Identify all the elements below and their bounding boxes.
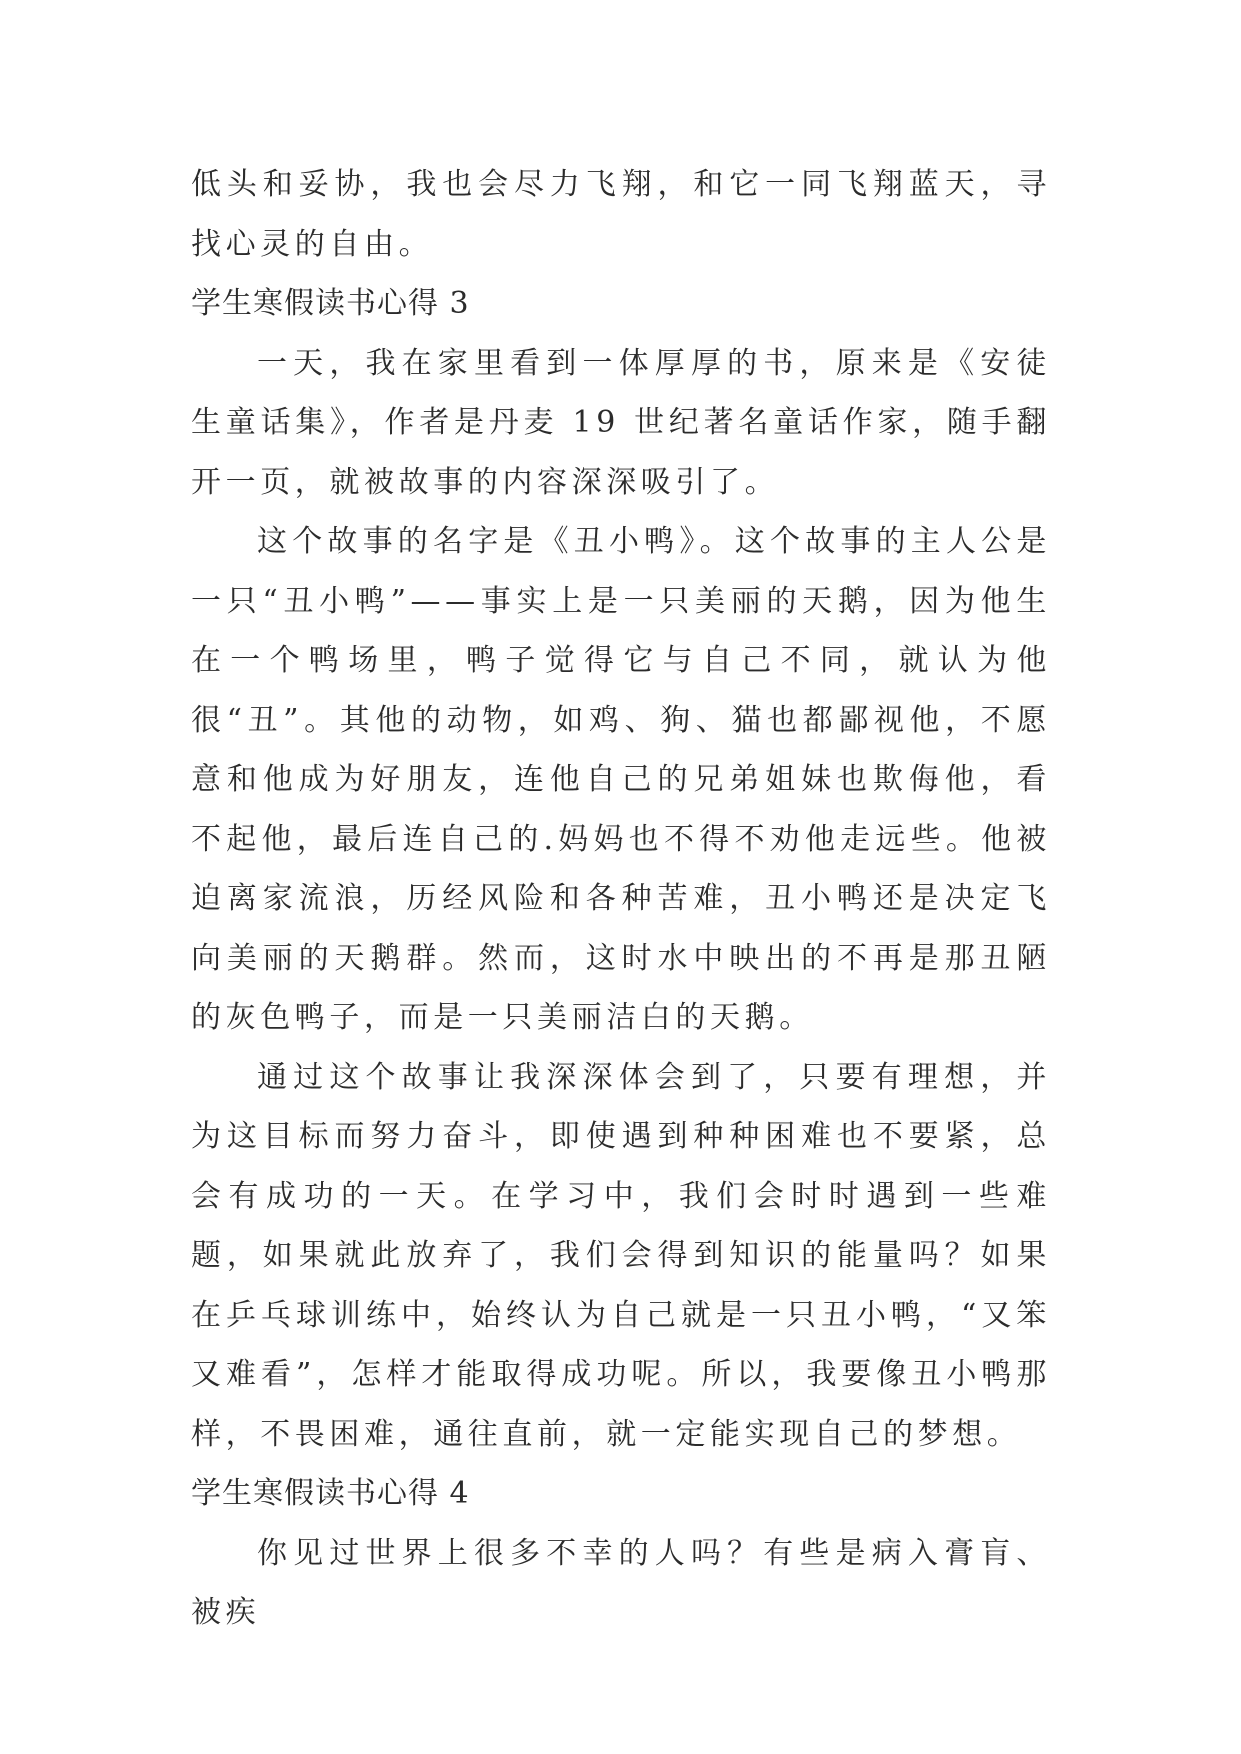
section-3-paragraph-2: 这个故事的名字是《丑小鸭》。这个故事的主人公是一只“丑小鸭”——事实上是一只美丽的天鹅，因为他生在一个鸭场里，鸭子觉得它与自己不同，就认为他很“丑”。其他的动物，如鸡、狗、猫也都鄙视他，不愿意和他成为好朋友，连他自己的兄弟姐妹也欺侮他，看不起他，最后连自己的.妈妈也不得不劝他走远些。他被迫离家流浪，历经风险和各种苦难，丑小鸭还是决定飞向美丽的天鹅群。然而，这时水中映出的不再是那丑陋的灰色鸭子，而是一只美丽洁白的天鹅。: [191, 524, 1051, 1035]
continuation-paragraph: 低头和妥协，我也会尽力飞翔，和它一同飞翔蓝天，寻找心灵的自由。: [191, 167, 1051, 262]
section-3-paragraph-3: 通过这个故事让我深深体会到了，只要有理想，并为这目标而努力奋斗，即使遇到种种困难也不要紧，总会有成功的一天。在学习中，我们会时时遇到一些难题，如果就此放弃了，我们会得到知识的能量吗？如果在乒乓球训练中，始终认为自己就是一只丑小鸭，“又笨又难看”，怎样才能取得成功呢。所以，我要像丑小鸭那样，不畏困难，通往直前，就一定能实现自己的梦想。: [191, 1059, 1051, 1452]
document-page: [191, 155, 1051, 1643]
section-3-paragraph-1: 一天，我在家里看到一体厚厚的书，原来是《安徒生童话集》，作者是丹麦 19 世纪著名童话作家，随手翻开一页，就被故事的内容深深吸引了。: [191, 345, 1051, 500]
section-4-heading: 学生寒假读书心得 4: [191, 1476, 470, 1511]
section-3-heading: 学生寒假读书心得 3: [191, 286, 470, 321]
section-4-paragraph-1: 你见过世界上很多不幸的人吗？有些是病入膏肓、被疾: [191, 1535, 1051, 1630]
